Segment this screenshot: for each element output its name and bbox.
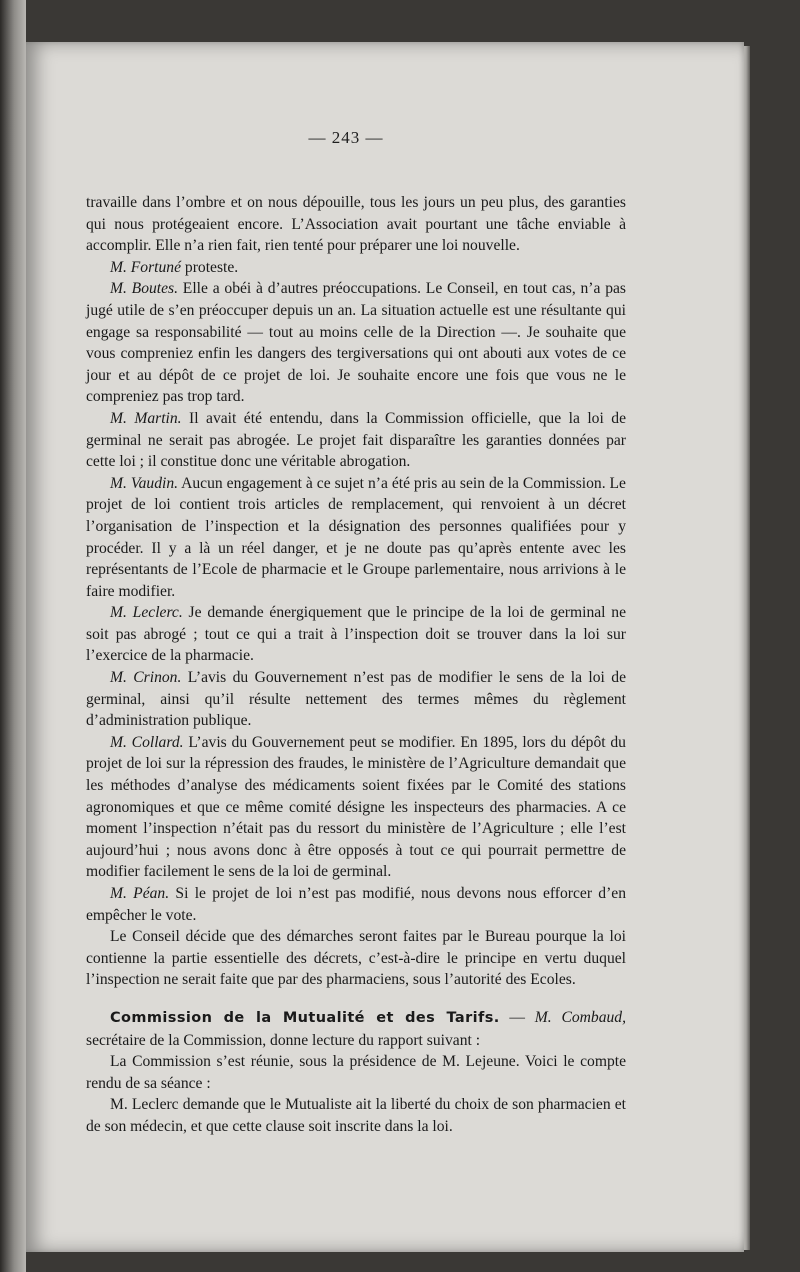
speaker: M. Martin. (110, 409, 182, 427)
paragraph: M. Vaudin. Aucun engagement à ce sujet n’a été pris au sein de la Commission. Le projet de loi contient trois articles de remplacement, qui renvoient à un décret l’organisation de l’inspection et la désignation des personnes qualifiées pour y procéder. Il y a là un réel danger, et je ne doute pas qu’après entente avec les représentants de l’Ecole de pharmacie et le Groupe parlementaire, nous arrivions à le faire modifier. (86, 474, 626, 600)
section-paragraph: Commission de la Mutualité et des Tarifs. — M. Combaud, secrétaire de la Commission, donne lecture du rapport suivant : (86, 1008, 626, 1049)
paragraph: M. Collard. L’avis du Gouvernement peut se modifier. En 1895, lors du dépôt du projet de loi sur la répression des fraudes, le ministère de l’Agriculture demandait que les méthodes d’analyse des médicaments soient fixées par le Comité des stations agronomiques et que ce même comité désigne les inspecteurs des pharmacies. A ce moment l’inspection n’était pas du ressort du ministère de l’Agriculture ; elle l’est aujourd’hui ; nous avons donc à être opposés à tout ce qui pourrait permettre de modifier facilement le sens de la loi de germinal. (86, 733, 626, 881)
page-number: — 243 — (308, 128, 384, 147)
speaker: M. Fortuné (110, 258, 182, 276)
speaker: M. Péan. (110, 885, 170, 902)
report-paragraph: M. Leclerc demande que le Mutualiste ait la liberté du choix de son pharmacien et de son médecin, et que cette clause soit inscrite dans la loi. (86, 1096, 626, 1135)
paragraph: Le Conseil décide que des démarches seront faites par le Bureau pourque la loi contienne la partie essentielle des décrets, c’est-à-dire le principe en vertu duquel l’inspection ne serait faite que par des pharmaciens, sous l’autorité des Ecoles. (86, 928, 626, 989)
speaker: M. Boutes. (110, 280, 179, 298)
paragraph: M. Crinon. L’avis du Gouvernement n’est pas de modifier le sens de la loi de germinal, ainsi qu’il résulte nettement des termes mêmes du règlement d’administration publique. (86, 669, 626, 730)
speaker: M. Leclerc. (110, 604, 183, 622)
paragraph: M. Péan. Si le projet de loi n’est pas modifié, nous devons nous efforcer d’en empêcher le vote. (86, 885, 627, 924)
page-body (86, 192, 626, 1138)
speaker: M. Crinon. (110, 669, 182, 687)
speaker: M. Combaud, (534, 1008, 626, 1026)
book-page (26, 42, 744, 1252)
paragraph: M. Boutes. Elle a obéi à d’autres préoccupations. Le Conseil, en tout cas, n’a pas jugé utile de s’en préoccuper depuis un an. La situation actuelle est une résultante qui engage sa responsabilité — tout au moins celle de la Direction —. Je souhaite que vous compreniez enfin les dangers des tergiversations qui ont abouti aux votes de ce jour et au dépôt de ce projet de loi. Je souhaite encore une fois que vous ne le compreniez pas trop tard. (86, 280, 626, 406)
paragraph: M. Martin. Il avait été entendu, dans la Commission officielle, que la loi de germinal ne serait pas abrogée. Le projet fait disparaître les garanties données par cette loi ; il constitue donc une véritable abrogation. (86, 409, 626, 471)
paragraph: M. Fortuné proteste. (110, 258, 239, 276)
speaker: M. Collard. (110, 733, 184, 751)
section-heading: Commission de la Mutualité et des Tarifs. (110, 1009, 500, 1026)
facing-page-edge (0, 0, 26, 1272)
report-paragraph: La Commission s’est réunie, sous la présidence de M. Lejeune. Voici le compte rendu de sa séance : (86, 1053, 626, 1092)
speaker: M. Vaudin. (110, 474, 179, 492)
paragraph: travaille dans l’ombre et on nous dépouille, tous les jours un peu plus, des garanties qui nous protégeaient encore. L’Association avait pourtant une tâche enviable à accomplir. Elle n’a rien fait, rien tenté pour préparer une loi nouvelle. (86, 194, 626, 255)
paragraph: M. Leclerc. Je demande énergiquement que le principe de la loi de germinal ne soit pas abrogé ; tout ce qui a trait à l’inspection doit se trouver dans la loi sur l’exercice de la pharmacie. (86, 604, 626, 665)
